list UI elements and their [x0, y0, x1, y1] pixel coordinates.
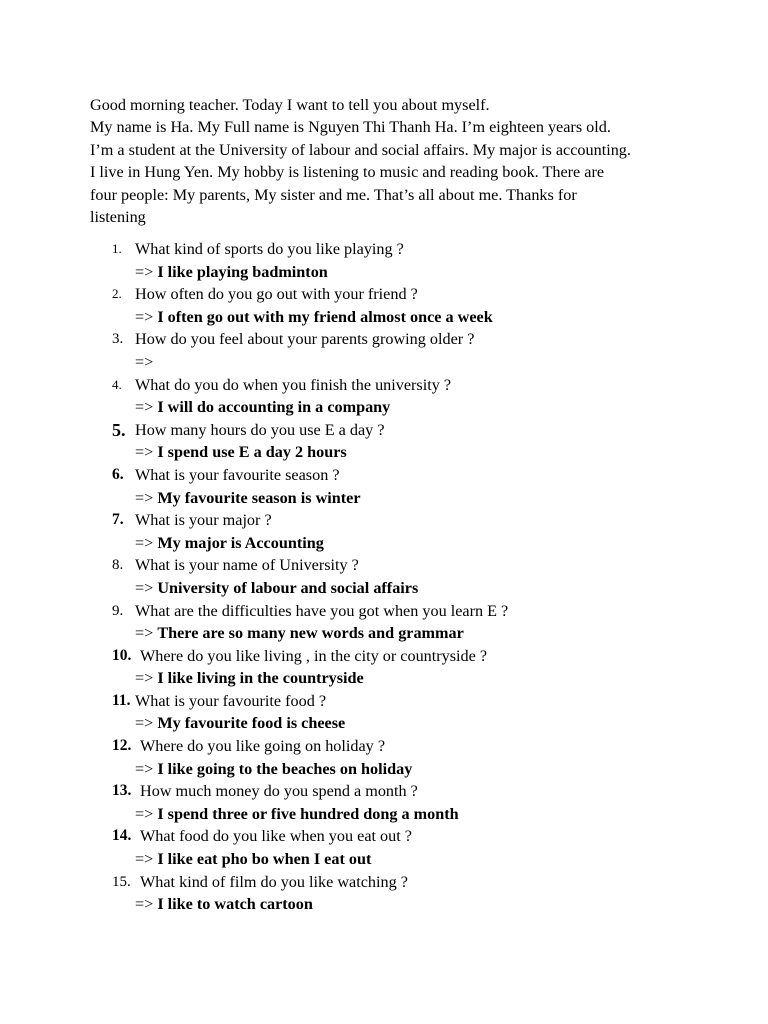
- item-number: 13.: [112, 782, 132, 800]
- answer-arrow: =>: [135, 443, 154, 462]
- item-number: 1.: [112, 241, 122, 256]
- question-text: How often do you go out with your friend ?: [135, 285, 418, 304]
- item-number: 7.: [112, 511, 124, 529]
- answer-arrow: =>: [135, 669, 154, 688]
- intro-line: I’m a student at the University of labour and social affairs. My major is accounting.: [90, 140, 631, 159]
- answer-line: [135, 261, 328, 283]
- answer-text: My major is Accounting: [157, 533, 324, 552]
- qa-item: [0, 374, 768, 419]
- qa-item: [0, 464, 768, 509]
- question-text: What are the difficulties have you got when you learn E ?: [135, 601, 509, 620]
- question-text: What kind of film do you like watching ?: [140, 872, 408, 891]
- answer-text: I like going to the beaches on holiday: [157, 759, 413, 778]
- answer-line: [135, 441, 347, 463]
- qa-item: [0, 600, 768, 645]
- answer-arrow: =>: [135, 759, 154, 778]
- answer-line: [135, 532, 324, 554]
- question-text: What is your name of University ?: [135, 556, 359, 575]
- answer-arrow: =>: [135, 533, 154, 552]
- question-text: How do you feel about your parents growing older ?: [135, 330, 475, 349]
- answer-text: I like eat pho bo when I eat out: [157, 850, 372, 869]
- answer-line: [135, 848, 371, 870]
- question-answer-list: [0, 238, 768, 916]
- answer-line: [135, 622, 464, 644]
- answer-arrow: =>: [135, 895, 154, 914]
- qa-item: [0, 645, 768, 690]
- answer-text: I spend use E a day 2 hours: [157, 443, 347, 462]
- answer-line: [135, 351, 153, 373]
- qa-item: [0, 690, 768, 735]
- answer-line: [135, 306, 493, 328]
- answer-arrow: =>: [135, 578, 154, 597]
- answer-text: I will do accounting in a company: [157, 398, 391, 417]
- answer-arrow: =>: [135, 850, 154, 869]
- item-number: 12.: [112, 737, 132, 755]
- answer-arrow: =>: [135, 804, 154, 823]
- answer-line: [135, 803, 459, 825]
- answer-line: [135, 396, 390, 418]
- qa-item: [0, 735, 768, 780]
- question-text: What food do you like when you eat out ?: [140, 827, 412, 846]
- question-text: What kind of sports do you like playing ?: [135, 240, 404, 258]
- question-text: What is your major ?: [135, 511, 272, 530]
- question-text: What is your favourite food ?: [135, 691, 327, 710]
- answer-text: University of labour and social affairs: [157, 578, 419, 597]
- answer-arrow: =>: [135, 398, 154, 417]
- answer-line: [135, 487, 361, 509]
- question-text: Where do you like going on holiday ?: [140, 737, 386, 756]
- intro-line: Good morning teacher. Today I want to tell you about myself.: [90, 96, 490, 114]
- answer-arrow: =>: [135, 488, 154, 507]
- answer-text: I like to watch cartoon: [157, 895, 313, 914]
- intro-line: four people: My parents, My sister and me. That’s all about me. Thanks for: [90, 185, 577, 204]
- item-number: 2.: [112, 286, 122, 302]
- answer-text: My favourite food is cheese: [157, 714, 346, 733]
- item-number: 6.: [112, 465, 124, 483]
- answer-arrow: =>: [135, 624, 154, 643]
- answer-text: I spend three or five hundred dong a month: [157, 804, 459, 823]
- qa-item: [0, 419, 768, 464]
- answer-arrow: =>: [135, 714, 154, 733]
- qa-item: [0, 780, 768, 825]
- qa-item: [0, 238, 768, 283]
- answer-line: [135, 893, 313, 915]
- question-text: What do you do when you finish the university ?: [135, 375, 452, 394]
- item-number: 3.: [112, 331, 124, 348]
- answer-arrow: =>: [135, 262, 154, 281]
- question-text: Where do you like living , in the city or countryside ?: [140, 646, 488, 665]
- answer-line: [135, 758, 412, 780]
- qa-item: [0, 328, 768, 373]
- question-text: What is your favourite season ?: [135, 465, 340, 484]
- answer-text: I like living in the countryside: [157, 669, 364, 688]
- item-number: 11.: [112, 691, 131, 709]
- qa-item: [0, 871, 768, 916]
- answer-text: There are so many new words and grammar: [157, 624, 464, 643]
- answer-line: [135, 667, 364, 689]
- intro-line: I live in Hung Yen. My hobby is listening to music and reading book. There are: [90, 163, 605, 182]
- qa-item: [0, 825, 768, 870]
- item-number: 5.: [112, 419, 126, 440]
- answer-text: My favourite season is winter: [157, 488, 361, 507]
- item-number: 8.: [112, 557, 124, 574]
- question-text: How much money do you spend a month ?: [140, 782, 418, 801]
- qa-item: [0, 283, 768, 328]
- answer-line: [135, 577, 418, 599]
- item-number: 14.: [112, 827, 132, 845]
- qa-item: [0, 554, 768, 599]
- answer-arrow: =>: [135, 307, 154, 326]
- item-number: 15.: [112, 873, 131, 890]
- answer-line: [135, 712, 345, 734]
- intro-line: My name is Ha. My Full name is Nguyen Thi Thanh Ha. I’m eighteen years old.: [90, 118, 611, 137]
- intro-paragraph: [90, 94, 710, 228]
- answer-arrow: =>: [135, 352, 154, 371]
- answer-text: I often go out with my friend almost once a week: [157, 307, 493, 326]
- item-number: 4.: [112, 376, 122, 392]
- question-text: How many hours do you use E a day ?: [135, 420, 385, 439]
- answer-text: I like playing badminton: [157, 262, 328, 281]
- item-number: 9.: [112, 602, 124, 619]
- intro-line: listening: [90, 208, 146, 227]
- qa-item: [0, 509, 768, 554]
- item-number: 10.: [112, 646, 132, 664]
